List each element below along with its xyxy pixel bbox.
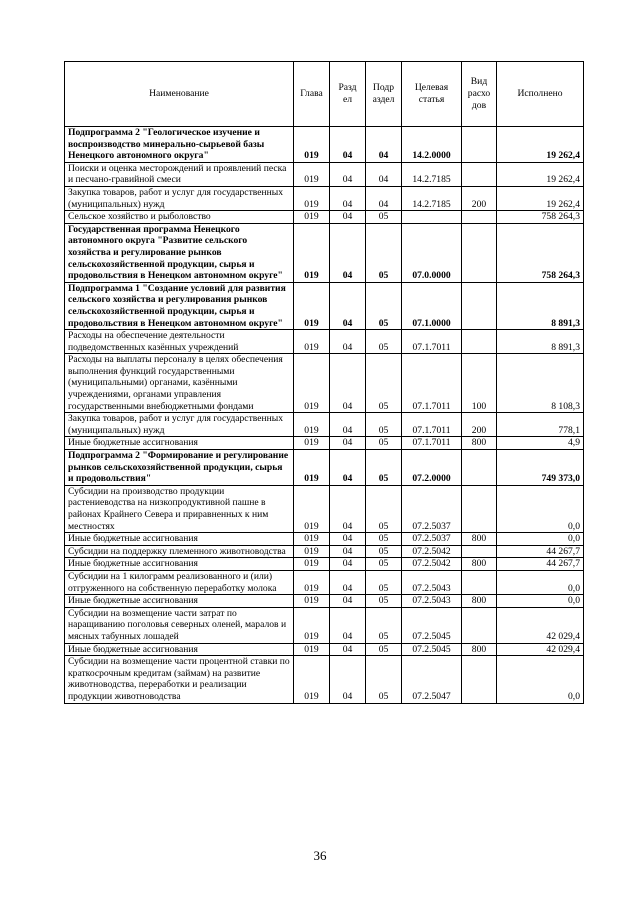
cell-expense-type — [462, 330, 497, 354]
cell-target: 07.2.0000 — [402, 450, 462, 486]
header-executed: Исполнено — [497, 62, 584, 127]
cell-subsection: 05 — [366, 558, 402, 571]
table-row — [65, 162, 584, 186]
cell-chapter: 019 — [294, 223, 330, 282]
header-section: Разд ел — [330, 62, 366, 127]
cell-target: 14.2.7185 — [402, 186, 462, 210]
cell-expense-type: 200 — [462, 186, 497, 210]
cell-section: 04 — [330, 485, 366, 532]
cell-subsection: 05 — [366, 223, 402, 282]
cell-name: Подпрограмма 1 "Создание условий для развития сельского хозяйства и регулирования рынков сельскохозяйственной продукции, сырья и продовольствия в Ненецком автономном округе" — [65, 282, 294, 329]
cell-expense-type — [462, 656, 497, 703]
table-row — [65, 450, 584, 486]
cell-section: 04 — [330, 354, 366, 413]
cell-executed: 0,0 — [497, 533, 584, 546]
cell-section: 04 — [330, 595, 366, 608]
cell-section: 04 — [330, 330, 366, 354]
page-number: 36 — [313, 848, 327, 863]
table-row — [65, 282, 584, 329]
cell-name: Поиски и оценка месторождений и проявлений песка и песчано-гравийной смеси — [65, 162, 294, 186]
cell-target: 07.1.7011 — [402, 330, 462, 354]
cell-expense-type — [462, 127, 497, 163]
cell-section: 04 — [330, 570, 366, 594]
cell-expense-type: 800 — [462, 437, 497, 450]
cell-executed: 0,0 — [497, 656, 584, 703]
cell-name: Подпрограмма 2 "Геологическое изучение и воспроизводство минерально-сырьевой базы Ненецкого автономного округа" — [65, 127, 294, 163]
cell-target: 07.1.7011 — [402, 354, 462, 413]
table-row — [65, 545, 584, 558]
cell-chapter: 019 — [294, 127, 330, 163]
cell-expense-type: 800 — [462, 595, 497, 608]
cell-target: 07.1.0000 — [402, 282, 462, 329]
cell-subsection: 04 — [366, 127, 402, 163]
cell-chapter: 019 — [294, 282, 330, 329]
cell-expense-type — [462, 211, 497, 224]
cell-executed: 778,1 — [497, 413, 584, 437]
cell-chapter: 019 — [294, 354, 330, 413]
cell-name: Подпрограмма 2 "Формирование и регулирование рынков сельскохозяйственной продукции, сырья и продовольствия" — [65, 450, 294, 486]
cell-chapter: 019 — [294, 656, 330, 703]
cell-expense-type — [462, 545, 497, 558]
cell-name: Субсидии на возмещение части затрат по наращиванию поголовья северных оленей, маралов и мясных табунных лошадей — [65, 607, 294, 643]
cell-name: Иные бюджетные ассигнования — [65, 558, 294, 571]
cell-executed: 758 264,3 — [497, 223, 584, 282]
cell-expense-type — [462, 485, 497, 532]
cell-expense-type: 800 — [462, 643, 497, 656]
cell-subsection: 05 — [366, 437, 402, 450]
cell-section: 04 — [330, 643, 366, 656]
cell-chapter: 019 — [294, 437, 330, 450]
cell-section: 04 — [330, 282, 366, 329]
cell-chapter: 019 — [294, 595, 330, 608]
cell-expense-type: 800 — [462, 558, 497, 571]
cell-expense-type — [462, 162, 497, 186]
cell-subsection: 05 — [366, 533, 402, 546]
cell-target: 07.2.5043 — [402, 570, 462, 594]
cell-target: 07.2.5047 — [402, 656, 462, 703]
cell-chapter: 019 — [294, 533, 330, 546]
cell-expense-type: 200 — [462, 413, 497, 437]
cell-target: 14.2.7185 — [402, 162, 462, 186]
cell-target: 07.2.5042 — [402, 545, 462, 558]
cell-subsection: 05 — [366, 570, 402, 594]
cell-chapter: 019 — [294, 558, 330, 571]
cell-subsection: 05 — [366, 607, 402, 643]
cell-expense-type — [462, 282, 497, 329]
table-header-row — [65, 62, 584, 127]
cell-executed: 8 108,3 — [497, 354, 584, 413]
cell-subsection: 05 — [366, 354, 402, 413]
cell-chapter: 019 — [294, 186, 330, 210]
cell-executed: 44 267,7 — [497, 545, 584, 558]
cell-chapter: 019 — [294, 211, 330, 224]
cell-section: 04 — [330, 450, 366, 486]
cell-target: 07.1.7011 — [402, 413, 462, 437]
cell-section: 04 — [330, 607, 366, 643]
cell-name: Иные бюджетные ассигнования — [65, 595, 294, 608]
cell-subsection: 05 — [366, 656, 402, 703]
table-row — [65, 186, 584, 210]
cell-name: Субсидии на 1 килограмм реализованного и (или) отгруженного на собственную переработку молока — [65, 570, 294, 594]
cell-section: 04 — [330, 186, 366, 210]
table-row — [65, 211, 584, 224]
table-body — [65, 127, 584, 704]
cell-subsection: 05 — [366, 211, 402, 224]
cell-name: Иные бюджетные ассигнования — [65, 533, 294, 546]
cell-target: 07.2.5043 — [402, 595, 462, 608]
cell-section: 04 — [330, 223, 366, 282]
cell-chapter: 019 — [294, 330, 330, 354]
header-target: Целевая статья — [402, 62, 462, 127]
cell-name: Иные бюджетные ассигнования — [65, 437, 294, 450]
cell-name: Расходы на выплаты персоналу в целях обеспечения выполнения функций государственными (муниципальными) органами, казёнными учреждениями, органами управления государственными внебюджетными фондами — [65, 354, 294, 413]
cell-expense-type — [462, 450, 497, 486]
cell-name: Иные бюджетные ассигнования — [65, 643, 294, 656]
cell-target: 07.2.5045 — [402, 643, 462, 656]
cell-chapter: 019 — [294, 570, 330, 594]
cell-executed: 0,0 — [497, 485, 584, 532]
cell-expense-type — [462, 223, 497, 282]
cell-section: 04 — [330, 545, 366, 558]
table-row — [65, 127, 584, 163]
cell-subsection: 05 — [366, 450, 402, 486]
table-row — [65, 413, 584, 437]
table-row — [65, 570, 584, 594]
header-chapter: Глава — [294, 62, 330, 127]
cell-executed: 19 262,4 — [497, 186, 584, 210]
cell-name: Закупка товаров, работ и услуг для государственных (муниципальных) нужд — [65, 186, 294, 210]
cell-target: 07.1.7011 — [402, 437, 462, 450]
header-name: Наименование — [65, 62, 294, 127]
cell-subsection: 05 — [366, 485, 402, 532]
cell-name: Субсидии на возмещение части процентной ставки по краткосрочным кредитам (займам) на развитие животноводства, переработки и реализации продукции животноводства — [65, 656, 294, 703]
cell-section: 04 — [330, 211, 366, 224]
cell-chapter: 019 — [294, 643, 330, 656]
header-subsection: Подр аздел — [366, 62, 402, 127]
cell-section: 04 — [330, 558, 366, 571]
cell-expense-type — [462, 607, 497, 643]
cell-name: Государственная программа Ненецкого автономного округа "Развитие сельского хозяйства и регулирование рынков сельскохозяйственной продукции, сырья и продовольствия в Ненецком автономном округе" — [65, 223, 294, 282]
cell-chapter: 019 — [294, 162, 330, 186]
cell-section: 04 — [330, 127, 366, 163]
cell-section: 04 — [330, 413, 366, 437]
cell-chapter: 019 — [294, 413, 330, 437]
cell-target: 07.2.5045 — [402, 607, 462, 643]
table-row — [65, 558, 584, 571]
table-row — [65, 330, 584, 354]
cell-section: 04 — [330, 162, 366, 186]
table-row — [65, 656, 584, 703]
cell-target: 07.0.0000 — [402, 223, 462, 282]
cell-executed: 758 264,3 — [497, 211, 584, 224]
table-row — [65, 607, 584, 643]
cell-subsection: 05 — [366, 282, 402, 329]
cell-expense-type: 800 — [462, 533, 497, 546]
table-row — [65, 437, 584, 450]
cell-executed: 19 262,4 — [497, 127, 584, 163]
table-row — [65, 595, 584, 608]
cell-section: 04 — [330, 437, 366, 450]
cell-target: 07.2.5037 — [402, 533, 462, 546]
cell-executed: 44 267,7 — [497, 558, 584, 571]
cell-executed: 42 029,4 — [497, 607, 584, 643]
cell-name: Закупка товаров, работ и услуг для государственных (муниципальных) нужд — [65, 413, 294, 437]
cell-name: Сельское хозяйство и рыболовство — [65, 211, 294, 224]
cell-section: 04 — [330, 533, 366, 546]
table-row — [65, 643, 584, 656]
cell-subsection: 04 — [366, 186, 402, 210]
table-row — [65, 223, 584, 282]
cell-chapter: 019 — [294, 607, 330, 643]
cell-executed: 8 891,3 — [497, 282, 584, 329]
cell-target: 14.2.0000 — [402, 127, 462, 163]
budget-table — [64, 61, 584, 704]
cell-chapter: 019 — [294, 545, 330, 558]
cell-subsection: 05 — [366, 545, 402, 558]
cell-name: Расходы на обеспечение деятельности подведомственных казённых учреждений — [65, 330, 294, 354]
cell-executed: 19 262,4 — [497, 162, 584, 186]
table-row — [65, 354, 584, 413]
cell-target — [402, 211, 462, 224]
cell-executed: 4,9 — [497, 437, 584, 450]
cell-executed: 749 373,0 — [497, 450, 584, 486]
cell-executed: 0,0 — [497, 570, 584, 594]
cell-target: 07.2.5037 — [402, 485, 462, 532]
cell-subsection: 05 — [366, 595, 402, 608]
cell-subsection: 05 — [366, 330, 402, 354]
cell-section: 04 — [330, 656, 366, 703]
cell-subsection: 05 — [366, 643, 402, 656]
cell-subsection: 05 — [366, 413, 402, 437]
cell-executed: 0,0 — [497, 595, 584, 608]
header-expense-type: Вид расхо дов — [462, 62, 497, 127]
cell-name: Субсидии на производство продукции растениеводства на низкопродуктивной пашне в районах Крайнего Севера и приравненных к ним местностях — [65, 485, 294, 532]
cell-target: 07.2.5042 — [402, 558, 462, 571]
cell-chapter: 019 — [294, 450, 330, 486]
cell-subsection: 04 — [366, 162, 402, 186]
cell-executed: 8 891,3 — [497, 330, 584, 354]
table-row — [65, 533, 584, 546]
table-row — [65, 485, 584, 532]
cell-expense-type: 100 — [462, 354, 497, 413]
cell-expense-type — [462, 570, 497, 594]
cell-name: Субсидии на поддержку племенного животноводства — [65, 545, 294, 558]
cell-chapter: 019 — [294, 485, 330, 532]
cell-executed: 42 029,4 — [497, 643, 584, 656]
